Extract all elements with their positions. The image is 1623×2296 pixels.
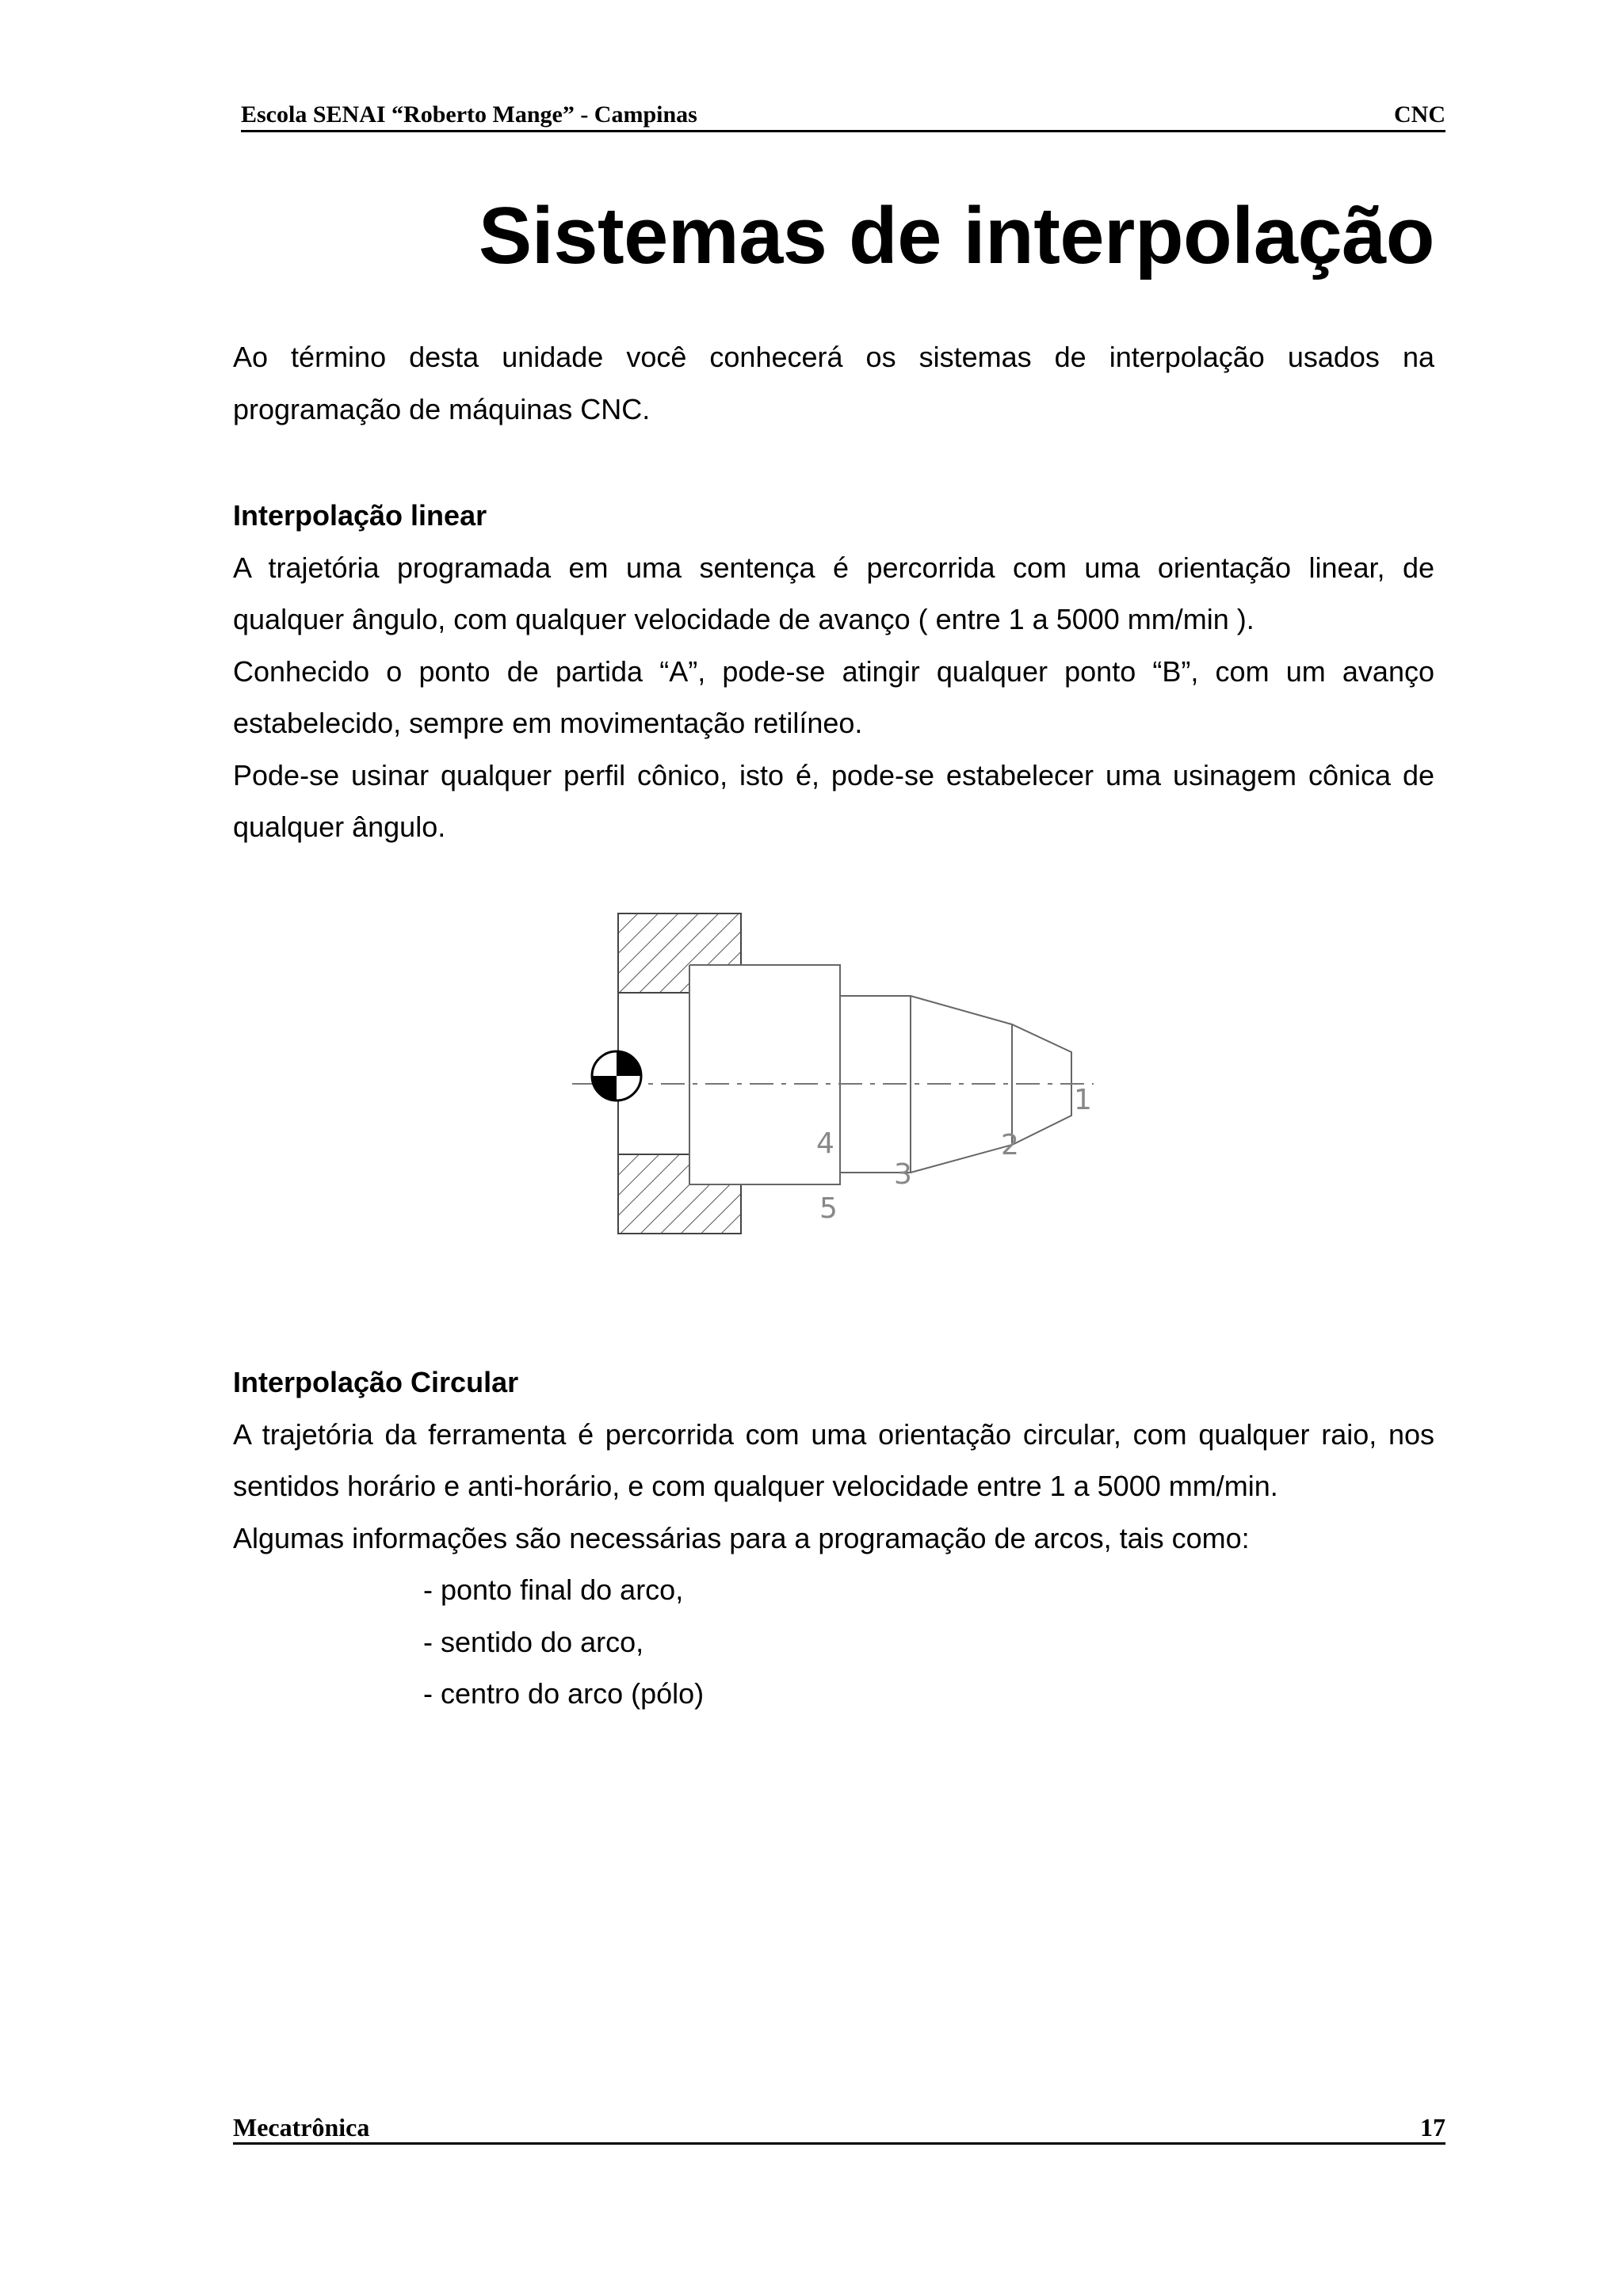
point-label-3: 3 <box>894 1158 912 1191</box>
linear-interpolation-figure <box>555 895 1109 1252</box>
turned-part-diagram <box>555 895 1109 1252</box>
list-item: - centro do arco (pólo) <box>423 1677 705 1710</box>
point-label-2: 2 <box>1001 1129 1019 1161</box>
intro-paragraph <box>233 331 1434 435</box>
linear-paragraph-1: A trajetória programada em uma sentença é percorrida com uma orientação linear, de qualquer ângulo, com qualquer velocidade de avanço ( entre 1 a 5000 mm/min ). <box>233 551 1434 635</box>
point-label-1: 1 <box>1074 1084 1092 1116</box>
linear-section <box>233 490 1434 853</box>
point-label-4: 4 <box>816 1127 834 1160</box>
footer-course: Mecatrônica <box>233 2113 370 2142</box>
page-number: 17 <box>1420 2113 1445 2142</box>
circular-section <box>233 1356 1434 1720</box>
circular-paragraph-2: Algumas informações são necessárias para a programação de arcos, tais como: <box>233 1521 1250 1554</box>
point-label-5: 5 <box>819 1192 838 1225</box>
workpiece-zero-icon <box>592 1051 641 1100</box>
linear-paragraph-3: Pode-se usinar qualquer perfil cônico, isto é, pode-se estabelecer uma usinagem cônica de qualquer ângulo. <box>233 758 1434 843</box>
linear-heading: Interpolação linear <box>233 499 487 532</box>
circular-heading: Interpolação Circular <box>233 1366 519 1398</box>
header-subject: CNC <box>1394 101 1445 128</box>
list-item: - sentido do arco, <box>423 1625 644 1658</box>
arc-info-list <box>233 1564 1434 1720</box>
header-school: Escola SENAI “Roberto Mange” - Campinas <box>241 101 697 128</box>
intro-text: Ao término desta unidade você conhecerá os sistemas de interpolação usados na programação de máquinas CNC. <box>233 341 1434 425</box>
page-footer <box>233 2107 1445 2145</box>
page-header <box>241 98 1445 132</box>
page-title: Sistemas de interpolação <box>478 192 1434 280</box>
list-item: - ponto final do arco, <box>423 1573 684 1606</box>
linear-paragraph-2: Conhecido o ponto de partida “A”, pode-se atingir qualquer ponto “B”, com um avanço estabelecido, sempre em movimentação retilíneo. <box>233 654 1434 739</box>
circular-paragraph-1: A trajetória da ferramenta é percorrida com uma orientação circular, com qualquer raio, nos sentidos horário e anti-horário, e com qualquer velocidade entre 1 a 5000 mm/min. <box>233 1417 1434 1502</box>
